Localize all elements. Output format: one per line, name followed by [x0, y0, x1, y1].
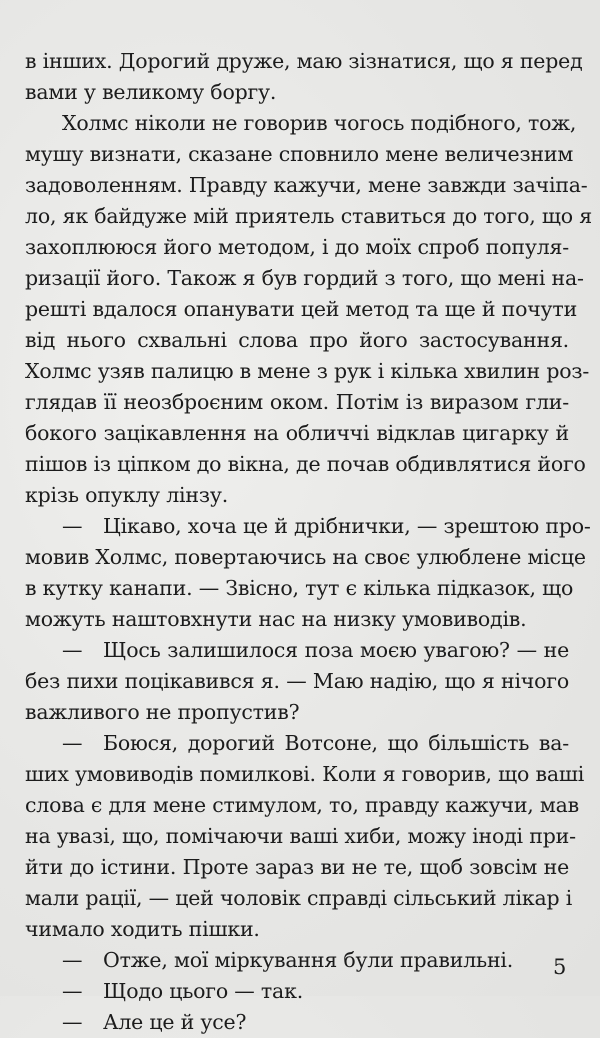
page-number: 5	[553, 955, 567, 979]
text-line: чимало ходить пішки.	[25, 917, 260, 941]
text-line: мали рації, — цей чоловік справді сільський лікар і	[25, 886, 573, 910]
text-line: ших умовиводів помилкові. Коли я говорив, що ваші	[25, 762, 585, 786]
em-dash: —	[62, 638, 83, 662]
dialogue-line	[25, 976, 569, 1007]
text-line: можуть наштовхнути нас на низку умовиводів.	[25, 607, 527, 631]
text-line: йти до істини. Проте зараз ви не те, щоб зовсім не	[25, 855, 569, 879]
em-dash: —	[62, 1010, 83, 1034]
text-line: бокого зацікавлення на обличчі відклав цигарку й	[25, 421, 569, 445]
text-line: на увазі, що, помічаючи ваші хиби, можу іноді при-	[25, 824, 576, 848]
em-dash: —	[62, 948, 83, 972]
text-line: мушу визнати, сказане сповнило мене величезним	[25, 142, 574, 166]
text-line: від нього схвальні слова про його застосування.	[25, 328, 569, 352]
text-line: слова є для мене стимулом, то, правду кажучи, мав	[25, 793, 580, 817]
text-line: без пихи поцікавився я. — Маю надію, що я нічого	[25, 669, 569, 693]
dialogue-line	[25, 728, 569, 759]
text-line: Холмс узяв палицю в мене з рук і кілька хвилин роз-	[25, 359, 590, 383]
dialogue-line	[25, 635, 569, 666]
em-dash: —	[62, 731, 83, 755]
text-line: захоплююся його методом, і до моїх спроб популя-	[25, 235, 569, 259]
book-page-text	[25, 46, 592, 1038]
dialogue-text: Отже, мої міркування були правильні.	[103, 948, 514, 972]
text-line: пішов із ціпком до вікна, де почав обдивлятися його	[25, 452, 586, 476]
em-dash: —	[62, 514, 83, 538]
text-line: в кутку канапи. — Звісно, тут є кілька підказок, що	[25, 576, 574, 600]
text-line: решті вдалося опанувати цей метод та ще й почути	[25, 297, 578, 321]
text-line: задоволенням. Правду кажучи, мене завжди зачіпа-	[25, 173, 588, 197]
dialogue-text: Щось залишилося поза моєю увагою? — не	[103, 638, 569, 662]
text-line: ло, як байдуже мій приятель ставиться до того, що я	[25, 204, 592, 228]
text-line: вами у великому боргу.	[25, 80, 277, 104]
dialogue-line	[25, 511, 591, 542]
text-line: важливого не пропустив?	[25, 700, 300, 724]
text-line: мовив Холмс, повертаючись на своє улюблене місце	[25, 545, 586, 569]
text-line: ризації його. Також я був гордий з того, що мені на-	[25, 266, 584, 290]
dialogue-text: Цікаво, хоча це й дрібнички, — зрештою про-	[103, 514, 591, 538]
dialogue-text: Щодо цього — так.	[103, 979, 304, 1003]
dialogue-line	[25, 945, 569, 976]
text-line: глядав її неозброєним оком. Потім із виразом гли-	[25, 390, 569, 414]
text-line: в інших. Дорогий друже, маю зізнатися, що я перед	[25, 49, 583, 73]
text-line: крізь опуклу лінзу.	[25, 483, 229, 507]
dialogue-line	[25, 1007, 569, 1038]
dialogue-text: Але це й усе?	[103, 1010, 247, 1034]
paragraph-start-line: Холмс ніколи не говорив чогось подібного, тож,	[62, 111, 577, 135]
dialogue-text: Боюся, дорогий Вотсоне, що більшість ва-	[103, 731, 569, 755]
em-dash: —	[62, 979, 83, 1003]
